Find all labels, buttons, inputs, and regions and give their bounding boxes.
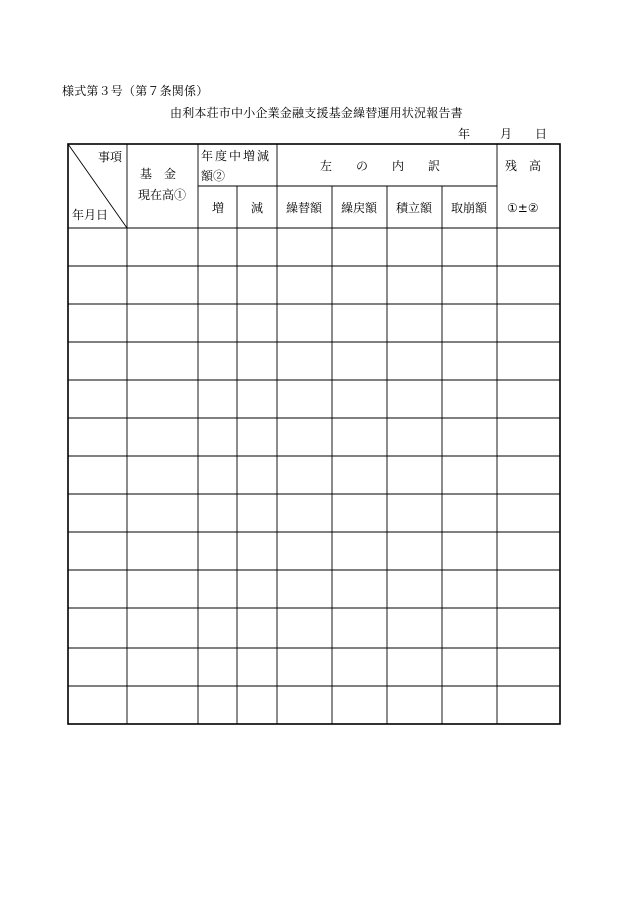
document-title: 由利本荘市中小企業金融支援基金繰替運用状況報告書 — [170, 106, 463, 120]
decrease-label: 減 — [251, 201, 264, 215]
date-year-label: 年 — [458, 127, 471, 141]
corner-label-item: 事項 — [98, 150, 123, 164]
breakdown-item-transfer: 繰替額 — [286, 201, 323, 215]
balance-formula: ①±② — [507, 201, 539, 215]
balance-label: 残 高 — [505, 159, 542, 173]
change-label-line2: 額② — [201, 169, 226, 183]
form-number: 様式第３号（第７条関係） — [62, 84, 209, 98]
increase-label: 増 — [212, 201, 225, 215]
breakdown-label: 左 の 内 訳 — [320, 159, 441, 173]
corner-label-date: 年月日 — [72, 208, 109, 222]
change-label-line1: 年度中増減 — [201, 149, 272, 163]
fund-current-label: 現在高① — [138, 188, 187, 202]
breakdown-item-return: 繰戻額 — [341, 201, 378, 215]
breakdown-item-reserve: 積立額 — [396, 201, 433, 215]
breakdown-item-withdrawal: 取崩額 — [451, 201, 488, 215]
fund-label: 基 金 — [140, 167, 177, 181]
date-month-label: 月 — [500, 127, 513, 141]
date-day-label: 日 — [535, 127, 548, 141]
table-outer-border — [68, 144, 560, 724]
